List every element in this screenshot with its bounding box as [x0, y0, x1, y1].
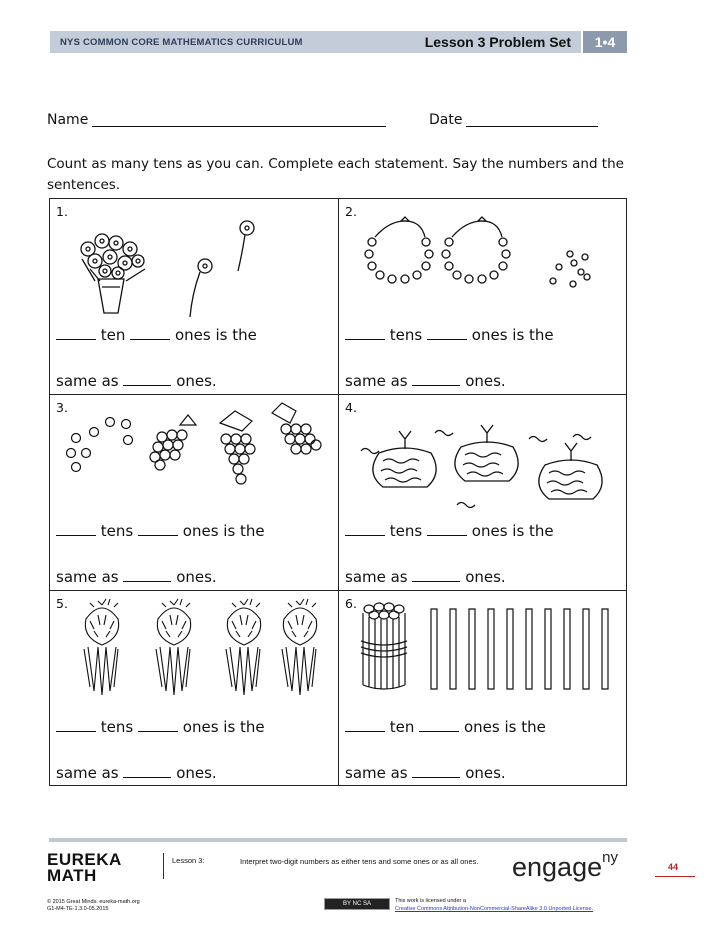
engage-sup: ny [602, 849, 618, 866]
ones-text: ones is the [471, 522, 554, 540]
problem-number: 6. [345, 596, 357, 611]
ones-blank[interactable] [138, 717, 178, 732]
copyright-line-2: G1-M4-TE-1.3.0-05.2015 [47, 906, 109, 912]
problem-number: 1. [56, 204, 68, 219]
statement-line-1 [345, 717, 546, 736]
bead-necklaces-illustration [339, 199, 626, 319]
total-ones-blank[interactable] [412, 371, 460, 386]
tens-blank[interactable] [56, 521, 96, 536]
problem-1 [50, 199, 339, 395]
statement-line-1 [56, 521, 265, 540]
ones-blank[interactable] [419, 717, 459, 732]
module-badge: 1•4 [583, 31, 627, 53]
copyright [47, 899, 140, 913]
statement-line-2 [345, 371, 506, 390]
same-as-text: same as [56, 764, 119, 782]
date-label: Date [429, 112, 463, 128]
statement-line-2 [56, 567, 217, 586]
peanut-bags-illustration [339, 395, 626, 515]
ones-blank[interactable] [138, 521, 178, 536]
statement-line-2 [56, 763, 217, 782]
unit-word: tens [389, 326, 423, 344]
total-ones-blank[interactable] [412, 567, 460, 582]
problem-3 [50, 395, 339, 591]
problem-number: 2. [345, 204, 357, 219]
tens-blank[interactable] [56, 325, 96, 340]
end-text: ones. [176, 764, 217, 782]
statement-line-1 [56, 325, 257, 344]
license-line-1: This work is licensed under a [395, 898, 466, 904]
unit-word: ten [100, 326, 126, 344]
unit-word: tens [389, 522, 423, 540]
lesson-title: Lesson 3 Problem Set [425, 31, 581, 53]
problem-number: 5. [56, 596, 68, 611]
statement-line-1 [345, 325, 554, 344]
problem-number: 4. [345, 400, 357, 415]
tens-blank[interactable] [56, 717, 96, 732]
same-as-text: same as [56, 372, 119, 390]
same-as-text: same as [56, 568, 119, 586]
copyright-line-1: © 2015 Great Minds. eureka-math.org [47, 899, 140, 905]
lesson-label: Lesson 3: [172, 856, 205, 865]
header-band [50, 31, 627, 53]
unit-word: tens [100, 522, 134, 540]
lesson-description: Interpret two-digit numbers as either tens and some ones or as all ones. [240, 857, 479, 866]
statement-line-2 [56, 371, 217, 390]
total-ones-blank[interactable] [123, 763, 171, 778]
end-text: ones. [176, 568, 217, 586]
total-ones-blank[interactable] [123, 567, 171, 582]
page-number-underline [655, 876, 695, 877]
tens-blank[interactable] [345, 325, 385, 340]
same-as-text: same as [345, 568, 408, 586]
problem-number: 3. [56, 400, 68, 415]
engageny-logo [512, 849, 618, 883]
brand-line-2: MATH [47, 866, 97, 885]
date-field[interactable] [466, 126, 598, 127]
instructions: Count as many tens as you can. Complete each statement. Say the numbers and the sentences. [47, 156, 624, 193]
statement-line-2 [345, 763, 506, 782]
problem-4 [339, 395, 626, 591]
license-text [395, 897, 593, 913]
ones-blank[interactable] [427, 325, 467, 340]
ones-text: ones is the [174, 326, 257, 344]
carrot-bunches-illustration [50, 591, 339, 711]
ones-blank[interactable] [130, 325, 170, 340]
name-field[interactable] [92, 126, 386, 127]
footer-separator [163, 853, 164, 879]
engage-text: engage [512, 852, 603, 882]
same-as-text: same as [345, 372, 408, 390]
statement-line-2 [345, 567, 506, 586]
problem-6 [339, 591, 626, 785]
tens-blank[interactable] [345, 521, 385, 536]
statement-line-1 [56, 717, 265, 736]
end-text: ones. [465, 568, 506, 586]
tens-blank[interactable] [345, 717, 385, 732]
curriculum-label: NYS COMMON CORE MATHEMATICS CURRICULUM [50, 31, 425, 53]
total-ones-blank[interactable] [123, 371, 171, 386]
statement-line-1 [345, 521, 554, 540]
name-label: Name [47, 112, 89, 128]
end-text: ones. [465, 764, 506, 782]
footer-divider [49, 838, 627, 842]
end-text: ones. [176, 372, 217, 390]
sticks-illustration [339, 591, 626, 711]
unit-word: ten [389, 718, 415, 736]
ones-blank[interactable] [427, 521, 467, 536]
problem-grid [49, 198, 627, 786]
page-number: 44 [668, 862, 679, 872]
end-text: ones. [465, 372, 506, 390]
eureka-math-logo [47, 852, 122, 884]
total-ones-blank[interactable] [412, 763, 460, 778]
brand-line-1: EUREKA [47, 850, 122, 869]
cc-license-badge: BY NC SA [324, 898, 390, 910]
license-link[interactable]: Creative Commons Attribution-NonCommercial-ShareAlike 3.0 Unported License. [395, 906, 594, 912]
problem-2 [339, 199, 626, 395]
ones-text: ones is the [182, 522, 265, 540]
ones-text: ones is the [471, 326, 554, 344]
ones-text: ones is the [463, 718, 546, 736]
problem-5 [50, 591, 339, 785]
unit-word: tens [100, 718, 134, 736]
grapes-illustration [50, 395, 339, 515]
flowers-illustration [50, 199, 339, 319]
same-as-text: same as [345, 764, 408, 782]
ones-text: ones is the [182, 718, 265, 736]
